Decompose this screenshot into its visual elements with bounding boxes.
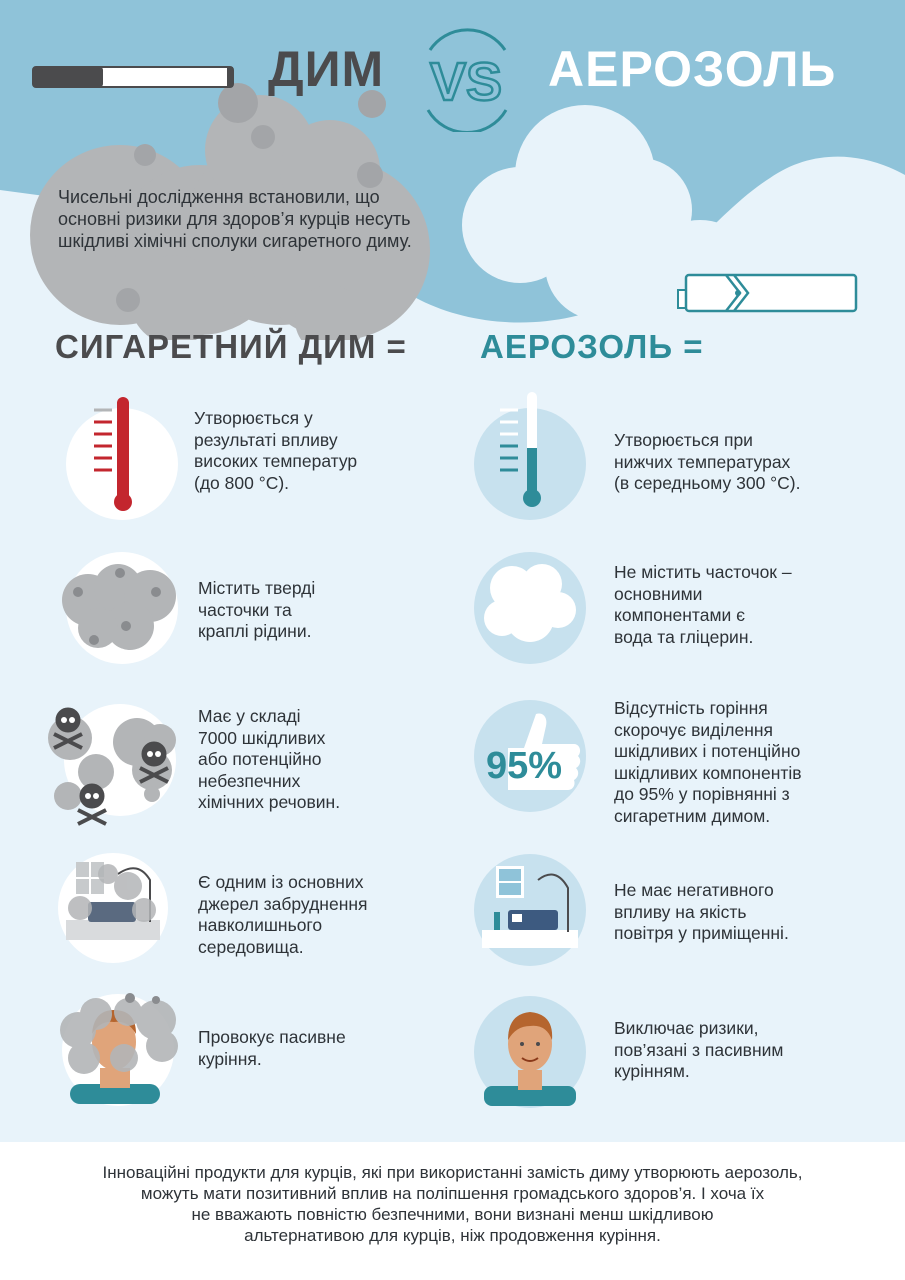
smoke-temperature-text: Утворюється у результаті впливу високих температур (до 800 °С). (194, 408, 358, 493)
smoke-man-icon (56, 990, 184, 1108)
aerosol-title: АЕРОЗОЛЬ (548, 41, 837, 97)
hot-thermometer-icon (64, 392, 184, 522)
clear-man-icon (472, 994, 588, 1110)
percent-badge: 95% (485, 745, 563, 787)
vs-logo (410, 28, 522, 132)
aerosol-chemicals-text: Відсутність горіння скорочує виділення шкідливих і потенційно шкідливих компонентів до 95% у порівнянні з сигаретним димом. (614, 698, 802, 826)
vs-text: VS (429, 52, 503, 112)
vapor-cloud-icon (470, 548, 590, 668)
cool-thermometer-icon (470, 392, 590, 522)
cigarette-icon (32, 66, 237, 90)
smoke-environment-text: Є одним із основних джерел забруднення навколишнього середовища. (198, 872, 368, 957)
aerosol-environment-text: Не має негативного впливу на якість повітря у приміщенні. (614, 880, 789, 943)
smoke-particles-icon (58, 548, 186, 666)
footer-text: Інноваційні продукти для курців, які при використанні замість диму утворюють аерозоль, можуть мати позитивний вплив на поліпшення громадського здоров’я. І хоча їх не вважають повністю безпечними, вони визнані менш шкідливою альтернативою для курців, ніж продовження куріння. (102, 1163, 803, 1245)
smoke-passive-text: Провокує пасивне куріння. (198, 1027, 346, 1069)
thumbs-up-icon (470, 696, 590, 816)
clean-room-icon (472, 852, 588, 968)
intro-text: Чисельні дослідження встановили, що основні ризики для здоров’я курців несуть шкідливі хімічні сполуки сигаретного диму. (58, 187, 412, 251)
smoke-column-heading: СИГАРЕТНИЙ ДИМ = (55, 328, 407, 365)
footer-panel (0, 1142, 905, 1280)
aerosol-passive-text: Виключає ризики, пов’язані з пасивним курінням. (614, 1018, 784, 1081)
aerosol-particles-text: Не містить часточок – основними компонентами є вода та гліцерин. (614, 562, 792, 647)
smoke-chemicals-text: Має у складі 7000 шкідливих або потенційно небезпечних хімічних речовин. (198, 706, 341, 812)
smoky-room-icon (58, 850, 168, 965)
heated-tobacco-stick-icon (676, 272, 860, 314)
smoke-title: ДИМ (268, 41, 385, 97)
aerosol-column-heading: АЕРОЗОЛЬ = (480, 328, 704, 365)
aerosol-temperature-text: Утворюється при нижчих температурах (в середньому 300 °С). (614, 430, 801, 493)
smoke-particles-text: Містить тверді часточки та краплі рідини. (198, 578, 316, 641)
skull-crossbones-icon (42, 700, 182, 830)
